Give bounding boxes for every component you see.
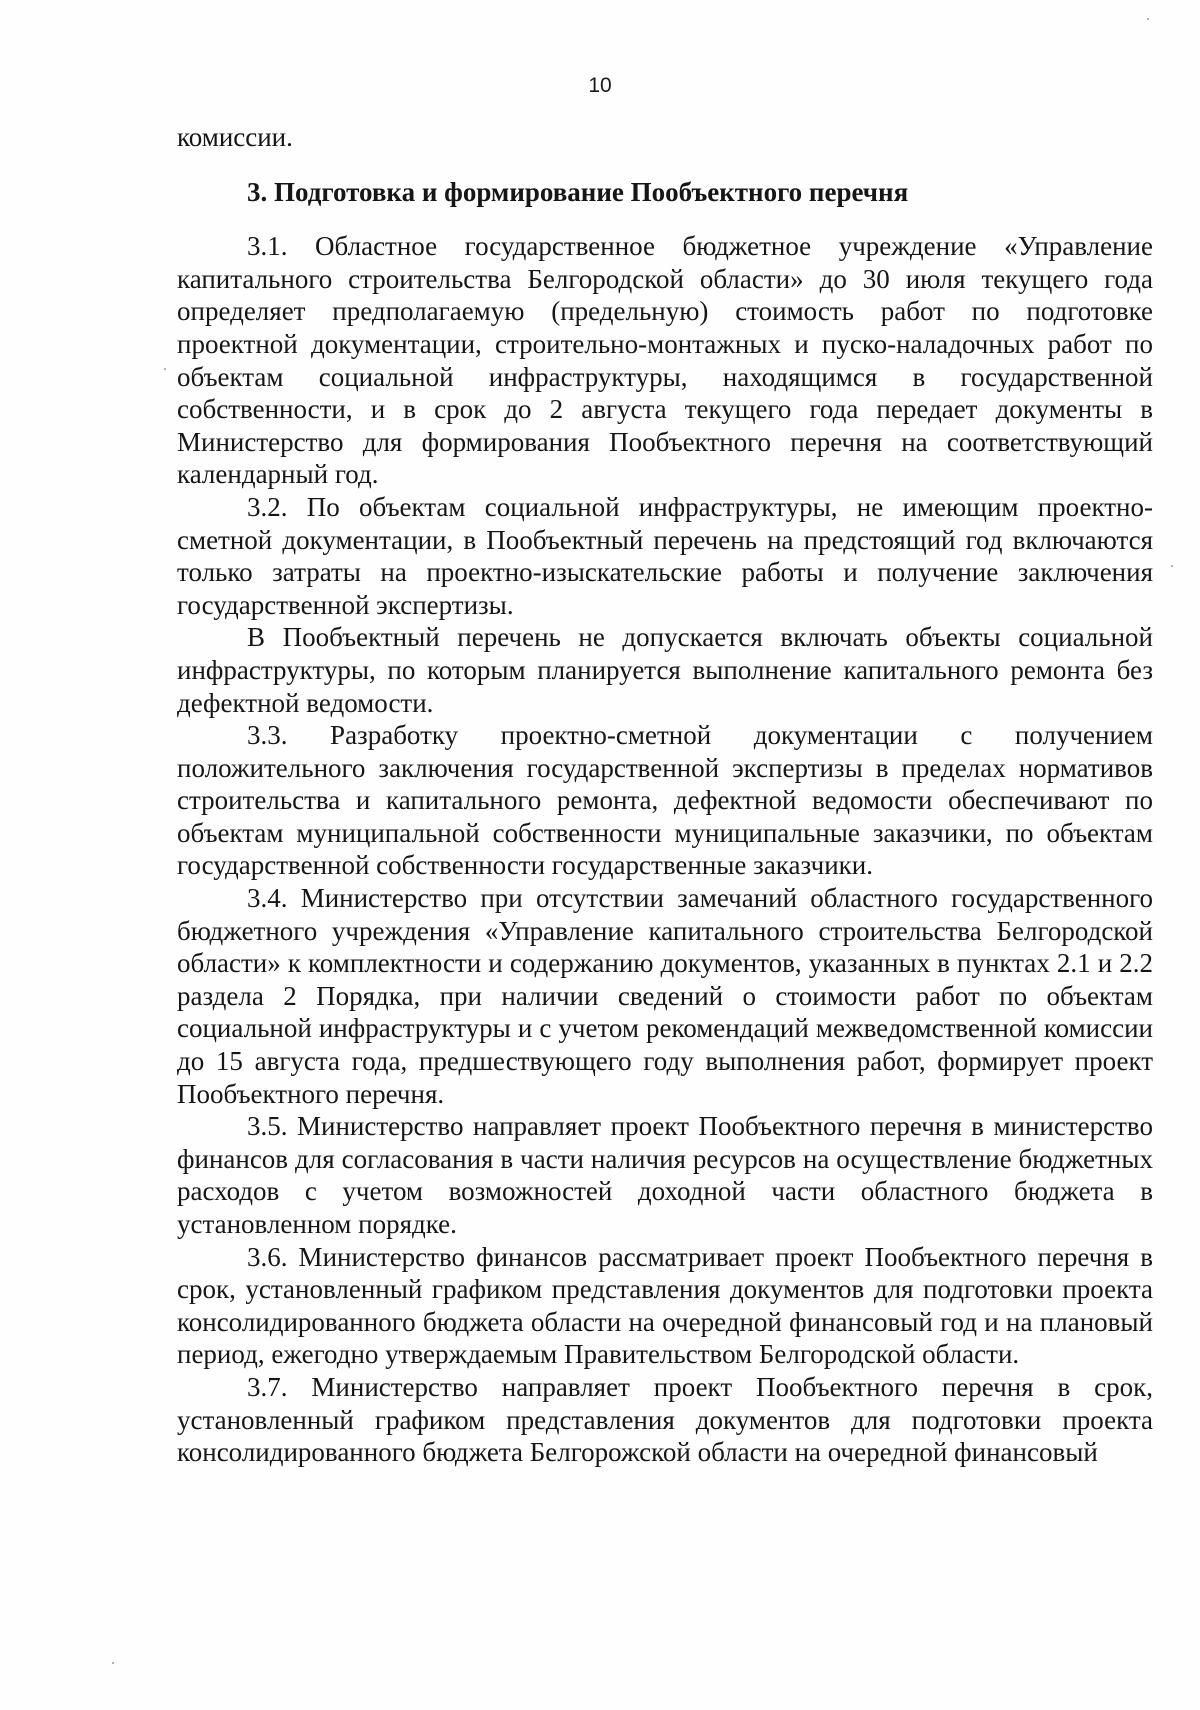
section-title: 3. Подготовка и формирование Пообъектного перечня [247,176,909,207]
paragraph-3-2-note: В Пообъектный перечень не допускается включать объекты социальной инфраструктуры, по которым планируется выполнение капитального ремонта без дефектной ведомости. [177,622,1153,718]
paragraph-3-5: 3.5. Министерство направляет проект Пообъектного перечня в министерство финансов для согласования в части наличия ресурсов на осуществление бюджетных расходов с учетом возможностей доходной части областного бюджета в установленном порядке. [177,1111,1153,1239]
scan-speck [1171,565,1173,567]
scan-speck [112,1662,114,1664]
paragraph-3-6: 3.6. Министерство финансов рассматривает проект Пообъектного перечня в срок, установленный графиком представления документов для подготовки проекта консолидированного бюджета области на очередной финансовый год и на плановый период, ежегодно утверждаемым Правительством Белгородской области. [177,1241,1153,1370]
paragraph-3-2: 3.2. По объектам социальной инфраструктуры, не имеющим проектно-сметной документации, в Пообъектный перечень на предстоящий год включаются только затраты на проектно-изыскательские работы и получение заключения государственной экспертизы. [177,491,1153,620]
document-body [177,121,1153,1469]
scan-speck [1147,18,1149,20]
paragraph-3-7: 3.7. Министерство направляет проект Пообъектного перечня в срок, установленный графиком представления документов для подготовки проекта консолидированного бюджета Белгорожской области на очередной финансовый [177,1371,1153,1468]
paragraph-3-1: 3.1. Областное государственное бюджетное учреждение «Управление капитального строительства Белгородской области» до 30 июля текущего года определяет предполагаемую (предельную) стоимость работ по подготовке проектной документации, строительно-монтажных и пуско-наладочных работ по объектам социальной инфраструктуры, находящимся в государственной собственности, и в срок до 2 августа текущего года передает документы в Министерство для формирования Пообъектного перечня на соответствующий календарный год. [177,231,1153,490]
scan-speck [164,368,166,370]
page-number: 10 [588,74,612,97]
paragraph-3-3: 3.3. Разработку проектно-сметной документации с получением положительного заключения государственной экспертизы в пределах нормативов строительства и капитального ремонта, дефектной ведомости обеспечивают по объектам муниципальной собственности муниципальные заказчики, по объектам государственной собственности государственные заказчики. [177,720,1153,881]
continuation-text: комиссии. [177,122,293,152]
paragraph-3-4: 3.4. Министерство при отсутствии замечаний областного государственного бюджетного учреждения «Управление капитального строительства Белгородской области» к комплектности и содержанию документов, указанных в пунктах 2.1 и 2.2 раздела 2 Порядка, при наличии сведений о стоимости работ по объектам социальной инфраструктуры и с учетом рекомендаций межведомственной комиссии до 15 августа года, предшествующего году выполнения работ, формирует проект Пообъектного перечня. [177,883,1153,1109]
